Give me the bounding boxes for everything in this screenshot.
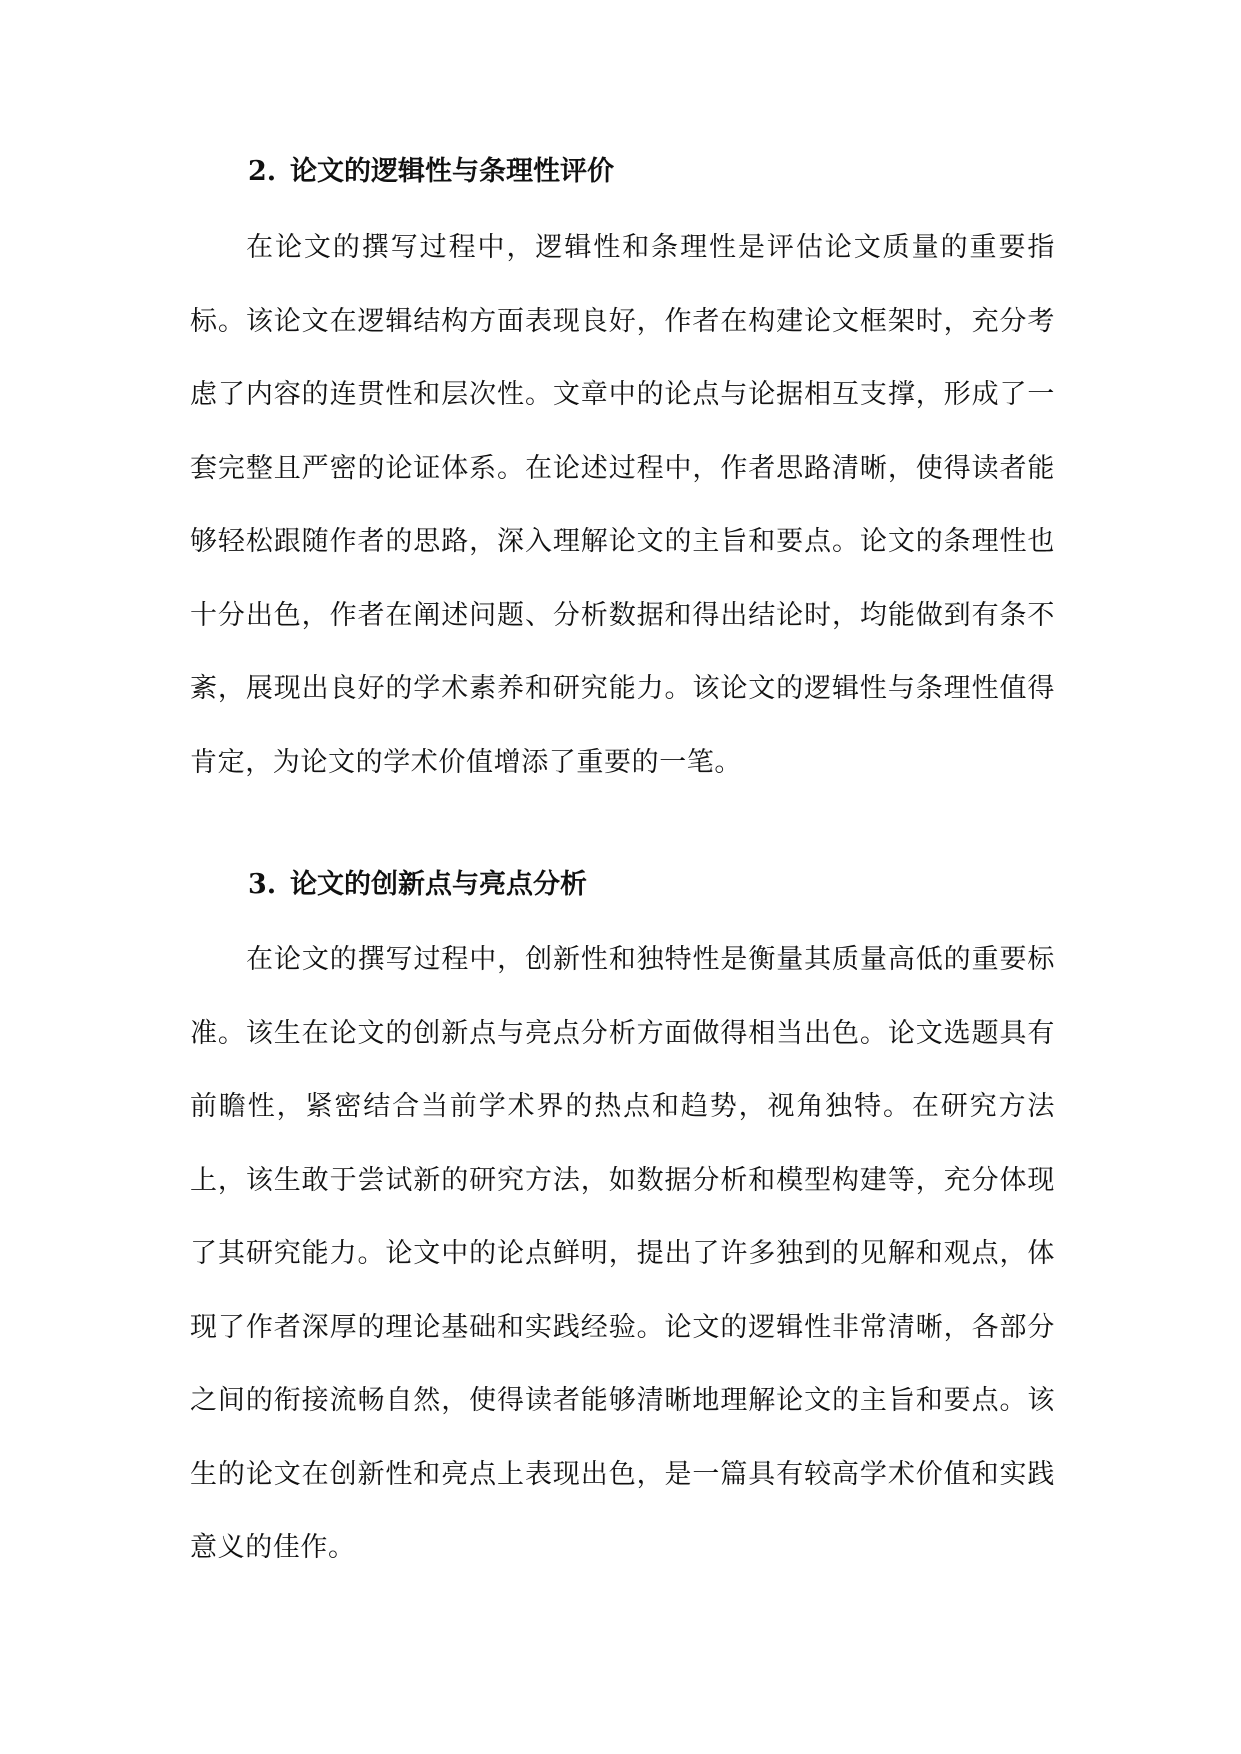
section-heading	[248, 152, 1048, 192]
section-paragraph: 在论文的撰写过程中，创新性和独特性是衡量其质量高低的重要标准。该生在论文的创新点与亮点分析方面做得相当出色。论文选题具有前瞻性，紧密结合当前学术界的热点和趋势，视角独特。在研究方法上，该生敢于尝试新的研究方法，如数据分析和模型构建等，充分体现了其研究能力。论文中的论点鲜明，提出了许多独到的见解和观点，体现了作者深厚的理论基础和实践经验。论文的逻辑性非常清晰，各部分之间的衔接流畅自然，使得读者能够清晰地理解论文的主旨和要点。该生的论文在创新性和亮点上表现出色，是一篇具有较高学术价值和实践意义的佳作。	[190, 944, 1055, 1563]
section-title: 论文的逻辑性与条理性评价	[290, 156, 614, 187]
section-number: 3.	[248, 869, 277, 900]
section-paragraph: 在论文的撰写过程中，逻辑性和条理性是评估论文质量的重要指标。该论文在逻辑结构方面表现良好，作者在构建论文框架时，充分考虑了内容的连贯性和层次性。文章中的论点与论据相互支撑，形成了一套完整且严密的论证体系。在论述过程中，作者思路清晰，使得读者能够轻松跟随作者的思路，深入理解论文的主旨和要点。论文的条理性也十分出色，作者在阐述问题、分析数据和得出结论时，均能做到有条不紊，展现出良好的学术素养和研究能力。该论文的逻辑性与条理性值得肯定，为论文的学术价值增添了重要的一笔。	[190, 232, 1055, 778]
section-number: 2.	[248, 156, 277, 187]
section-title: 论文的创新点与亮点分析	[290, 869, 587, 900]
section-heading	[248, 865, 1048, 905]
